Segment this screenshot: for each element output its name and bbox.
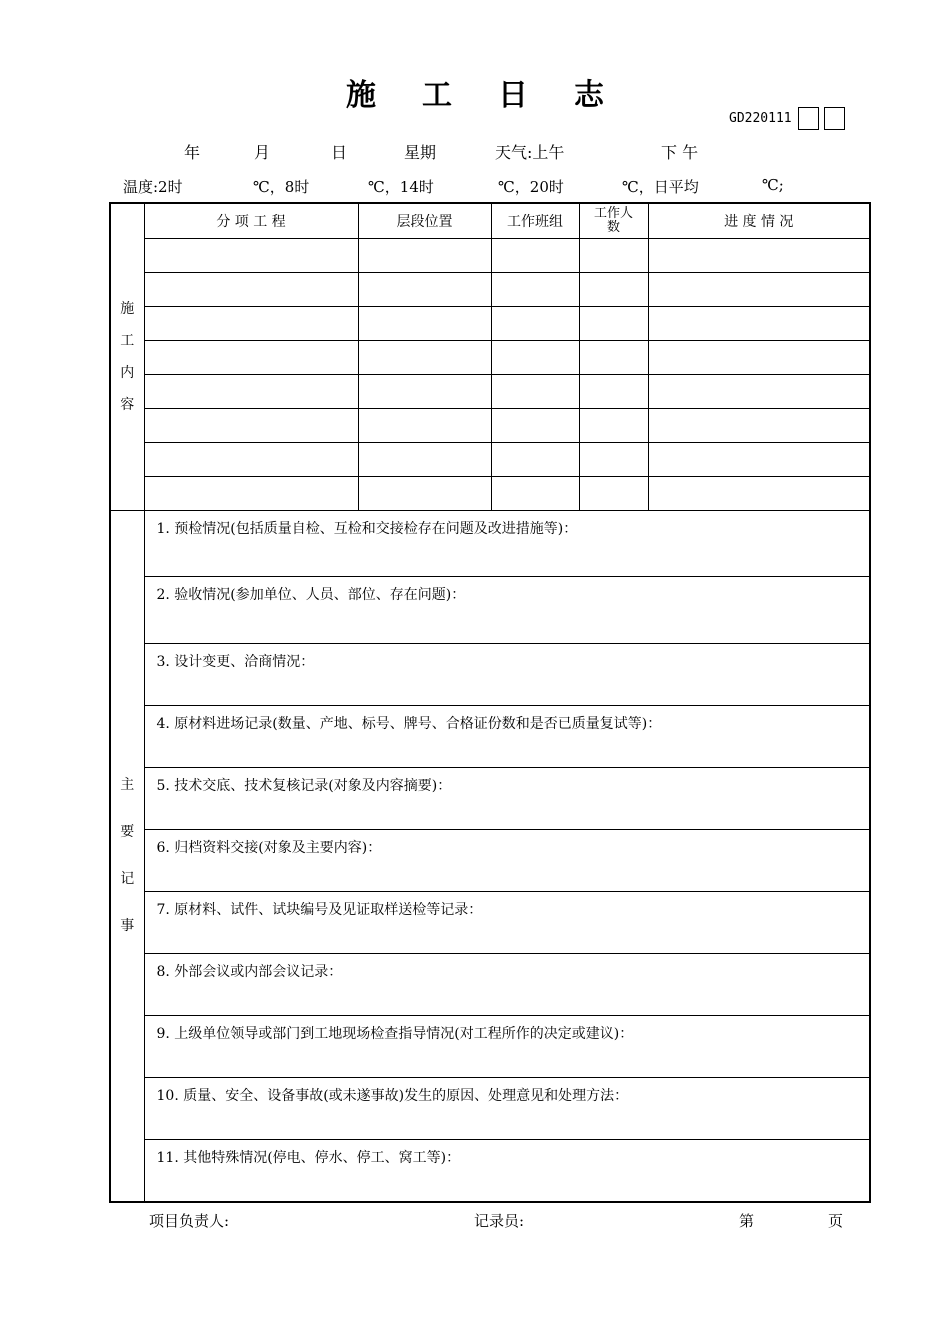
table-row [110, 409, 870, 443]
record-item-technical-briefing[interactable]: 5. 技术交底、技术复核记录(对象及内容摘要)： [144, 768, 870, 830]
record-item-preinspection[interactable]: 1. 预检情况(包括质量自检、互检和交接检存在问题及改进措施等)： [144, 511, 870, 577]
record-item-sample-testing[interactable]: 7. 原材料、试件、试块编号及见证取样送检等记录： [144, 892, 870, 954]
page-prefix: 第 [739, 1212, 755, 1230]
temp-14h-label: ℃，14时 [368, 178, 434, 196]
project-manager-label: 项目负责人: [149, 1212, 230, 1230]
day-label: 日 [331, 143, 348, 162]
col-header-workers: 工作人数 [579, 203, 648, 239]
record-item-archive-handover[interactable]: 6. 归档资料交接(对象及主要内容)： [144, 830, 870, 892]
weather-pm-label: 下 午 [661, 143, 699, 162]
page-title: 施工日志 [346, 78, 650, 113]
temp-8h-label: ℃，8时 [253, 178, 310, 196]
weekday-label: 星期 [404, 143, 437, 162]
form-code: GD220111 [729, 111, 792, 126]
recorder-label: 记录员: [474, 1212, 525, 1230]
table-row [110, 307, 870, 341]
table-row [110, 273, 870, 307]
table-row [110, 341, 870, 375]
construction-side-label: 施 工 内 容 [110, 203, 144, 511]
table-row [110, 477, 870, 511]
record-item-meetings[interactable]: 8. 外部会议或内部会议记录： [144, 954, 870, 1016]
record-item-special-cases[interactable]: 11. 其他特殊情况(停电、停水、停工、窝工等)： [144, 1140, 870, 1203]
temp-2h-label: 温度:2时 [123, 178, 183, 196]
temp-avg-label: ℃，日平均 [622, 178, 699, 196]
month-label: 月 [254, 143, 271, 162]
records-side-label: 主 要 记 事 [110, 511, 144, 1203]
record-item-acceptance[interactable]: 2. 验收情况(参加单位、人员、部位、存在问题)： [144, 577, 870, 644]
page-suffix: 页 [828, 1212, 844, 1230]
year-label: 年 [184, 143, 201, 162]
col-header-team: 工作班组 [491, 203, 579, 239]
record-item-material-entry[interactable]: 4. 原材料进场记录(数量、产地、标号、牌号、合格证份数和是否已质量复试等)： [144, 706, 870, 768]
code-box-1[interactable] [798, 107, 819, 130]
code-box-2[interactable] [824, 107, 845, 130]
record-item-accidents[interactable]: 10. 质量、安全、设备事故(或未遂事故)发生的原因、处理意见和处理方法： [144, 1078, 870, 1140]
record-item-design-change[interactable]: 3. 设计变更、洽商情况： [144, 644, 870, 706]
col-header-progress: 进 度 情 况 [648, 203, 870, 239]
table-row [110, 443, 870, 477]
col-header-subproject: 分 项 工 程 [144, 203, 358, 239]
table-row [110, 375, 870, 409]
col-header-position: 层段位置 [358, 203, 491, 239]
temp-20h-label: ℃，20时 [498, 178, 564, 196]
record-item-inspections[interactable]: 9. 上级单位领导或部门到工地现场检查指导情况(对工程所作的决定或建议)： [144, 1016, 870, 1078]
table-row [110, 239, 870, 273]
temp-end-label: ℃; [762, 176, 784, 194]
weather-am-label: 天气:上午 [495, 143, 565, 162]
log-table [109, 202, 871, 1203]
